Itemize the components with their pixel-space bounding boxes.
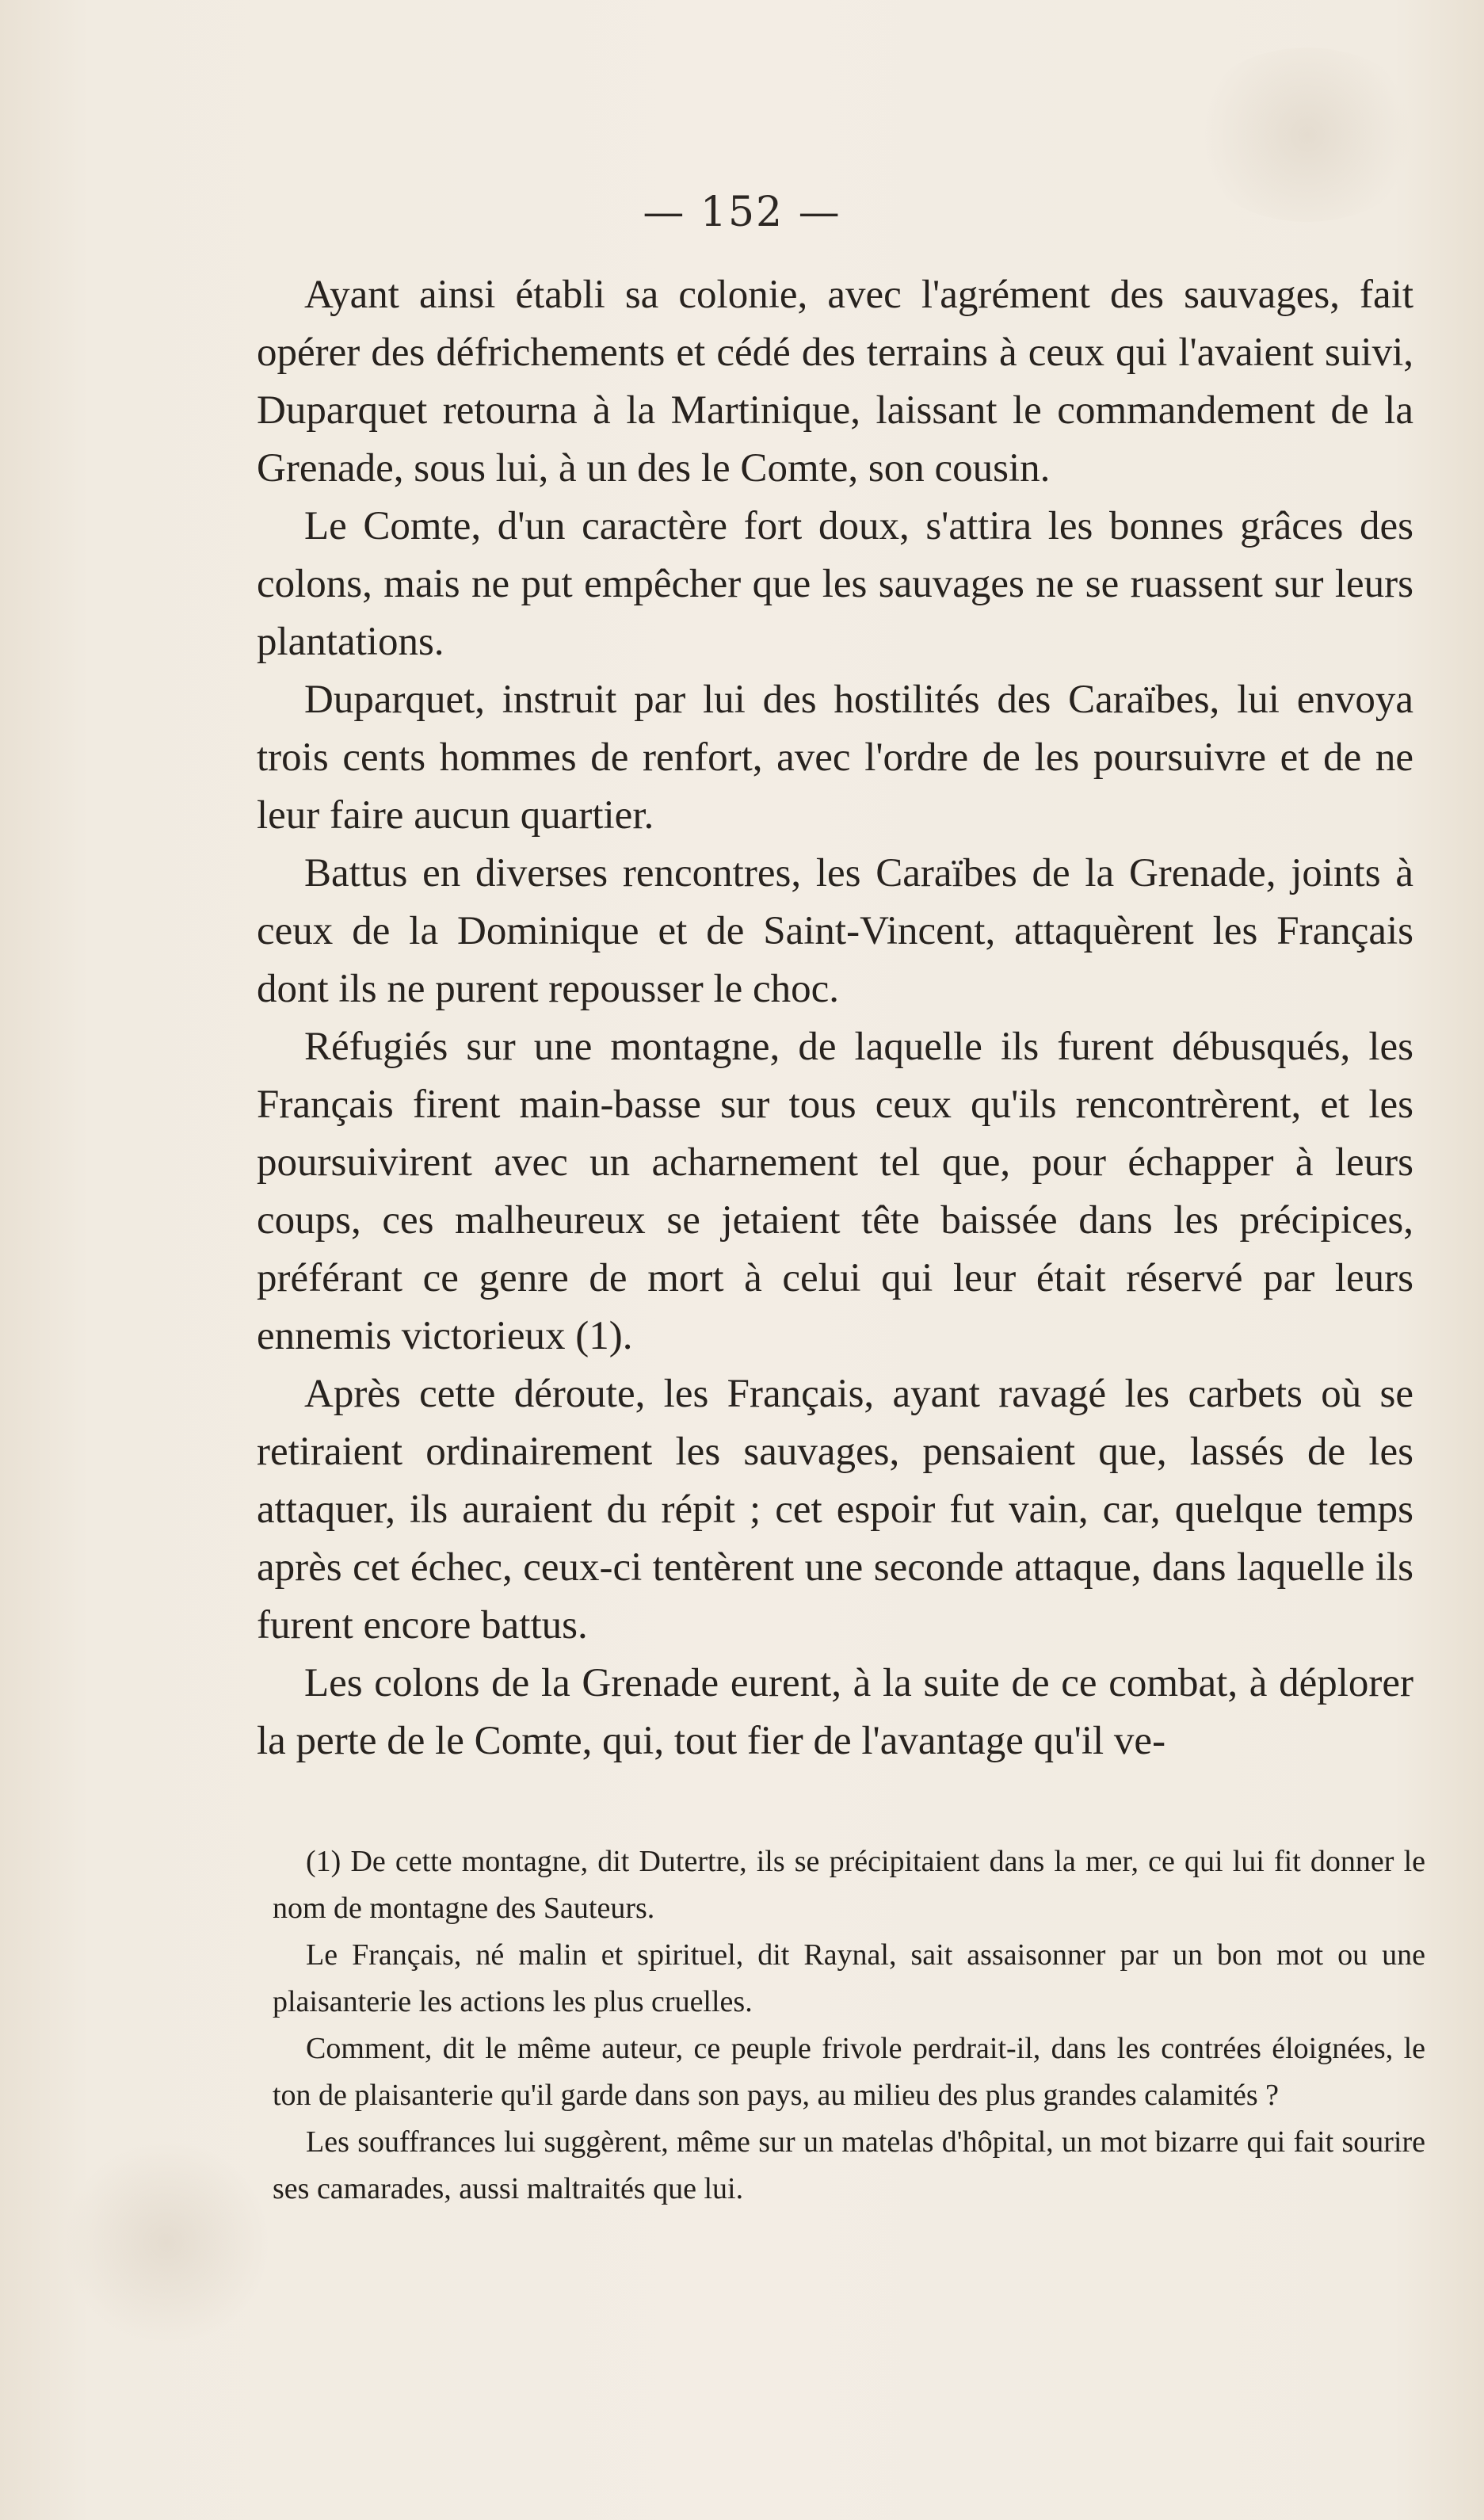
footnotes	[273, 1838, 1425, 2213]
footnote: (1) De cette montagne, dit Dutertre, ils se précipitaient dans la mer, ce qui lui fit donner le nom de montagne des Sauteurs.	[273, 1845, 1425, 1925]
footnote: Comment, dit le même auteur, ce peuple frivole perdrait-il, dans les contrées éloignées, le ton de plaisanterie qu'il garde dans son pays, au milieu des plus grandes calamités ?	[273, 2032, 1425, 2112]
paragraph: Ayant ainsi établi sa colonie, avec l'agrément des sauvages, fait opérer des défrichements et cédé des terrains à ceux qui l'avaient suivi, Duparquet retourna à la Martinique, laissant le commandement de la Grenade, sous lui, à un des le Comte, son cousin.	[257, 273, 1413, 491]
footnote: Le Français, né malin et spirituel, dit Raynal, sait assaisonner par un bon mot ou une plaisanterie les actions les plus cruelles.	[273, 1938, 1425, 2018]
paragraph: Battus en diverses rencontres, les Caraïbes de la Grenade, joints à ceux de la Dominique et de Saint-Vincent, attaquèrent les Français dont ils ne purent repousser le choc.	[257, 851, 1413, 1011]
page-number: — 152 —	[643, 189, 841, 236]
paragraph: Les colons de la Grenade eurent, à la suite de ce combat, à déplorer la perte de le Comte, qui, tout fier de l'avantage qu'il ve-	[257, 1661, 1413, 1763]
paragraph: Réfugiés sur une montagne, de laquelle ils furent débusqués, les Français firent main-basse sur tous ceux qu'ils rencontrèrent, et les poursuivirent avec un acharnement tel que, pour échapper à leurs coups, ces malheureux se jetaient tête baissée dans les précipices, préférant ce genre de mort à celui qui leur était réservé par leurs ennemis victorieux (1).	[257, 1025, 1413, 1358]
main-text	[257, 266, 1413, 1770]
footnote: Les souffrances lui suggèrent, même sur un matelas d'hôpital, un mot bizarre qui fait sourire ses camarades, aussi maltraités que lui.	[273, 2125, 1425, 2205]
paper-stain	[63, 2140, 269, 2346]
paragraph: Après cette déroute, les Français, ayant ravagé les carbets où se retiraient ordinairement les sauvages, pensaient que, lassés de les attaquer, ils auraient du répit ; cet espoir fut vain, car, quelque temps après cet échec, ceux-ci tentèrent une seconde attaque, dans laquelle ils furent encore battus.	[257, 1372, 1413, 1648]
paragraph: Le Comte, d'un caractère fort doux, s'attira les bonnes grâces des colons, mais ne put empêcher que les sauvages ne se ruassent sur leurs plantations.	[257, 504, 1413, 664]
paragraph: Duparquet, instruit par lui des hostilités des Caraïbes, lui envoya trois cents hommes de renfort, avec l'ordre de les poursuivre et de ne leur faire aucun quartier.	[257, 678, 1413, 838]
